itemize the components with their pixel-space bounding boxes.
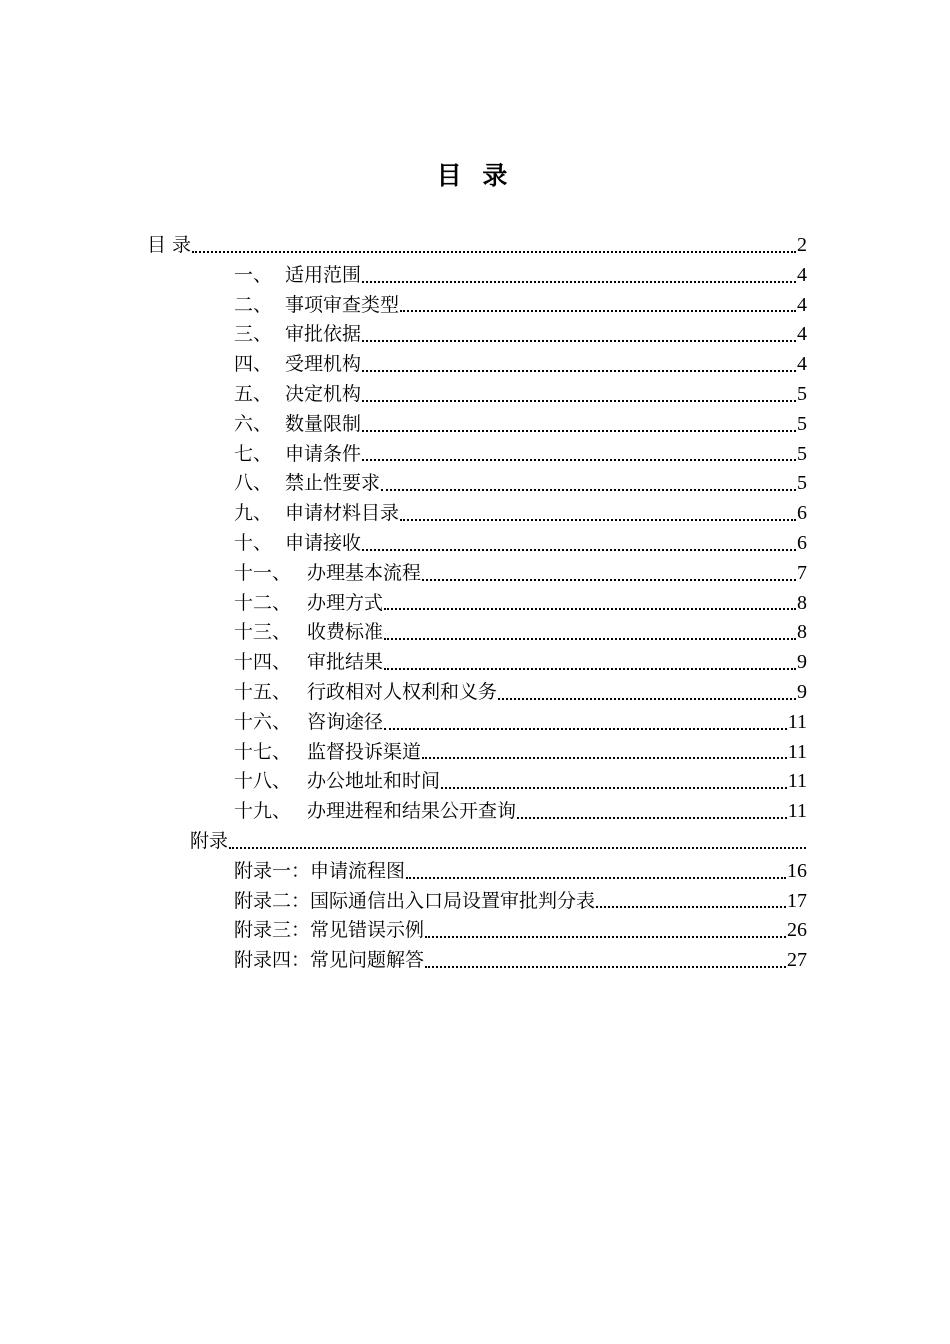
toc-page-number: 4: [797, 353, 807, 376]
toc-entry-label: 目 录: [147, 234, 192, 256]
toc-entry-appendix[interactable]: [0, 827, 807, 857]
dot-leader: [384, 618, 796, 648]
toc-entry-label: 附录一：申请流程图: [234, 859, 406, 882]
toc-page-number: 17: [787, 889, 807, 912]
toc-page-number: 11: [787, 770, 807, 793]
toc-entry[interactable]: [0, 410, 807, 440]
toc-entry-number: 十三、: [234, 621, 292, 644]
toc-entry-label: 禁止性要求: [285, 472, 381, 495]
dot-leader: [596, 887, 786, 917]
dot-leader: [406, 857, 786, 887]
toc-entry[interactable]: [0, 559, 807, 589]
toc-entry-label: 附录三：常见错误示例: [234, 919, 425, 942]
toc-page-number: 4: [797, 293, 807, 316]
toc-page-number: 2: [797, 234, 807, 256]
toc-entry-label: 申请材料目录: [285, 502, 400, 525]
toc-entry-number: 十、: [234, 531, 273, 554]
toc-entry-number: 五、: [234, 382, 273, 405]
toc-entry[interactable]: [0, 380, 807, 410]
toc-entry-label: 办公地址和时间: [307, 770, 441, 793]
toc-entry-number: 十二、: [234, 591, 292, 614]
toc-entry[interactable]: [0, 738, 807, 768]
toc-entry-label: 受理机构: [285, 353, 362, 376]
toc-entry-appendix-item[interactable]: [0, 916, 807, 946]
table-of-contents: [0, 231, 950, 976]
toc-entry-number: 六、: [234, 412, 273, 435]
toc-entry-number: 八、: [234, 472, 273, 495]
dot-leader: [362, 410, 796, 440]
toc-page-number: 26: [787, 919, 807, 942]
toc-entry-appendix-item[interactable]: [0, 857, 807, 887]
dot-leader: [362, 529, 796, 559]
toc-page-number: 4: [797, 323, 807, 346]
toc-entry-label: 附录二：国际通信出入口局设置审批判分表: [234, 889, 596, 912]
toc-entry[interactable]: [0, 708, 807, 738]
dot-leader: [422, 559, 796, 589]
dot-leader: [422, 738, 787, 768]
dot-leader: [362, 261, 796, 291]
toc-entry[interactable]: [0, 589, 807, 619]
dot-leader: [400, 499, 796, 529]
toc-entry-number: 九、: [234, 502, 273, 525]
toc-page-number: 5: [797, 412, 807, 435]
toc-entry[interactable]: [0, 261, 807, 291]
toc-page-number: 5: [797, 472, 807, 495]
toc-entry-number: 十八、: [234, 770, 292, 793]
toc-entry[interactable]: [0, 678, 807, 708]
toc-page-number: 16: [787, 859, 807, 882]
toc-entry-number: 二、: [234, 293, 273, 316]
toc-page-number: 4: [797, 263, 807, 286]
toc-entry-number: 四、: [234, 353, 273, 376]
toc-page-number: 9: [797, 651, 807, 674]
toc-page-number: 11: [787, 740, 807, 763]
toc-entry[interactable]: [0, 618, 807, 648]
dot-leader: [381, 469, 796, 499]
toc-entry-label: 咨询途径: [307, 710, 384, 733]
toc-entry[interactable]: [0, 350, 807, 380]
toc-entry-label: 决定机构: [285, 382, 362, 405]
toc-entry-label: 监督投诉渠道: [307, 740, 422, 763]
dot-leader: [192, 231, 796, 261]
dot-leader: [441, 767, 787, 797]
toc-entry-number: 十五、: [234, 680, 292, 703]
dot-leader: [425, 916, 786, 946]
toc-entry-appendix-item[interactable]: [0, 946, 807, 976]
toc-entry-label: 审批依据: [285, 323, 362, 346]
dot-leader: [384, 648, 796, 678]
dot-leader: [362, 320, 796, 350]
toc-entry-number: 三、: [234, 323, 273, 346]
toc-entry-label: 数量限制: [285, 412, 362, 435]
toc-entry[interactable]: [0, 499, 807, 529]
dot-leader: [362, 380, 796, 410]
dot-leader: [498, 678, 796, 708]
toc-page-number: 11: [787, 800, 807, 823]
dot-leader: [384, 708, 787, 738]
toc-page-number: 11: [787, 710, 807, 733]
toc-entry-label: 办理方式: [307, 591, 384, 614]
toc-entry[interactable]: [0, 291, 807, 321]
dot-leader: [362, 350, 796, 380]
toc-page-number: 9: [797, 680, 807, 703]
toc-page-number: 6: [797, 531, 807, 554]
toc-entry-label: 行政相对人权利和义务: [307, 680, 498, 703]
toc-entry-number: 七、: [234, 442, 273, 465]
dot-leader: [362, 440, 796, 470]
toc-entry-label: 申请接收: [285, 531, 362, 554]
toc-entry[interactable]: [0, 469, 807, 499]
toc-page-number: 6: [797, 502, 807, 525]
toc-entry-label: 事项审查类型: [285, 293, 400, 316]
toc-entry-label: 审批结果: [307, 651, 384, 674]
dot-leader: [229, 827, 806, 857]
toc-entry-label: 办理进程和结果公开查询: [307, 800, 517, 823]
dot-leader: [517, 797, 787, 827]
toc-page-number: 5: [797, 442, 807, 465]
toc-entry-label: 办理基本流程: [307, 561, 422, 584]
toc-entry-number: 一、: [234, 263, 273, 286]
toc-entry-label: 附录四：常见问题解答: [234, 949, 425, 972]
dot-leader: [425, 946, 786, 976]
toc-entry[interactable]: [0, 320, 807, 350]
toc-page-number: 27: [787, 949, 807, 972]
toc-entry-appendix-item[interactable]: [0, 887, 807, 917]
dot-leader: [384, 589, 796, 619]
toc-page-number: 7: [797, 561, 807, 584]
page-title: 目 录: [436, 161, 514, 190]
toc-entry-number: 十四、: [234, 651, 292, 674]
toc-entry[interactable]: [0, 529, 807, 559]
toc-entry[interactable]: [0, 648, 807, 678]
toc-page-number: 5: [797, 382, 807, 405]
toc-entry-number: 十六、: [234, 710, 292, 733]
toc-entry-root[interactable]: [0, 231, 807, 261]
toc-entry-number: 十九、: [234, 800, 292, 823]
toc-entry[interactable]: [0, 440, 807, 470]
toc-entry[interactable]: [0, 767, 807, 797]
toc-entry-label: 收费标准: [307, 621, 384, 644]
toc-entry-label: 适用范围: [285, 263, 362, 286]
toc-page-number: 8: [797, 591, 807, 614]
toc-entry-number: 十七、: [234, 740, 292, 763]
toc-entry-number: 十一、: [234, 561, 292, 584]
toc-entry-label: 附录: [190, 829, 229, 852]
dot-leader: [400, 291, 796, 321]
toc-page-number: 8: [797, 621, 807, 644]
toc-entry-label: 申请条件: [285, 442, 362, 465]
toc-entry[interactable]: [0, 797, 807, 827]
